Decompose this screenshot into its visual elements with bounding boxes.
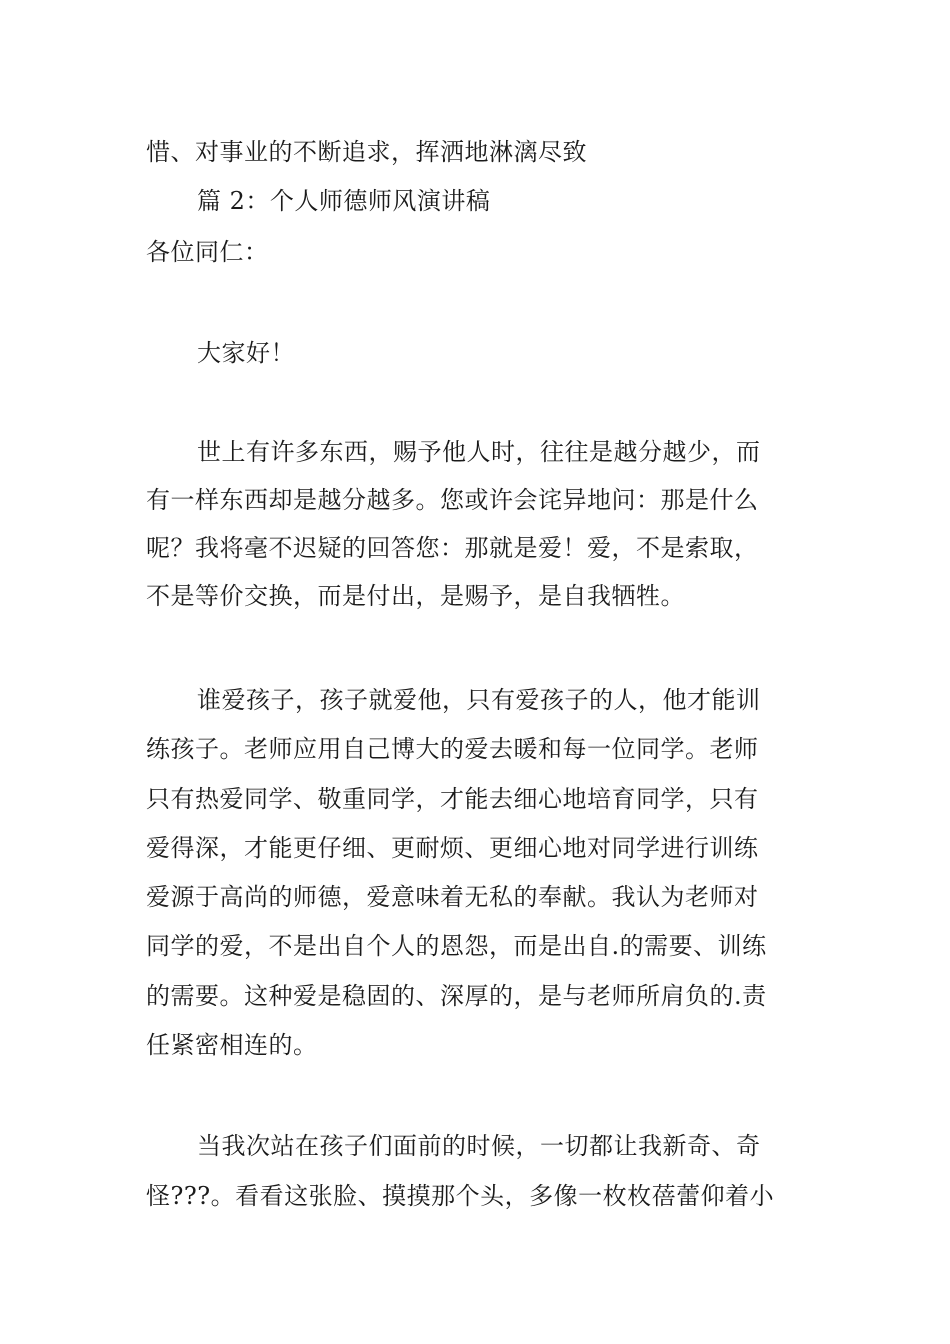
paragraph-line: 怪???。看看这张脸、摸摸那个头，多像一枚枚蓓蕾仰着小 bbox=[146, 1182, 775, 1210]
paragraph-line: 练孩子。老师应用自己博大的爱去暖和每一位同学。老师 bbox=[146, 735, 759, 763]
paragraph-line: 当我次站在孩子们面前的时候，一切都让我新奇、奇 bbox=[197, 1132, 761, 1160]
paragraph-line: 爱源于高尚的师德，爱意味着无私的奉献。我认为老师对 bbox=[146, 883, 759, 911]
paragraph-line: 的需要。这种爱是稳固的、深厚的，是与老师所肩负的.责 bbox=[146, 982, 767, 1010]
salutation: 各位同仁： bbox=[146, 238, 269, 266]
paragraph-line: 谁爱孩子，孩子就爱他，只有爱孩子的人，他才能训 bbox=[197, 686, 761, 714]
paragraph-line: 同学的爱，不是出自个人的恩怨，而是出自.的需要、训练 bbox=[146, 932, 767, 960]
paragraph-line: 爱得深，才能更仔细、更耐烦、更细心地对同学进行训练 bbox=[146, 834, 759, 862]
paragraph-line: 只有热爱同学、敬重同学，才能去细心地培育同学，只有 bbox=[146, 785, 759, 813]
paragraph-line: 有一样东西却是越分越多。您或许会诧异地问：那是什么 bbox=[146, 486, 759, 514]
continuation-line: 惜、对事业的不断追求，挥洒地淋漓尽致 bbox=[146, 138, 587, 166]
paragraph-line: 呢？我将毫不迟疑的回答您：那就是爱！爱，不是索取， bbox=[146, 534, 759, 562]
paragraph-line: 不是等价交换，而是付出，是赐予，是自我牺牲。 bbox=[146, 582, 685, 610]
paragraph-line: 世上有许多东西，赐予他人时，往往是越分越少，而 bbox=[197, 438, 761, 466]
paragraph-line: 任紧密相连的。 bbox=[146, 1031, 318, 1059]
section-heading: 篇 2：个人师德师风演讲稿 bbox=[197, 187, 491, 215]
greeting: 大家好！ bbox=[197, 339, 295, 367]
